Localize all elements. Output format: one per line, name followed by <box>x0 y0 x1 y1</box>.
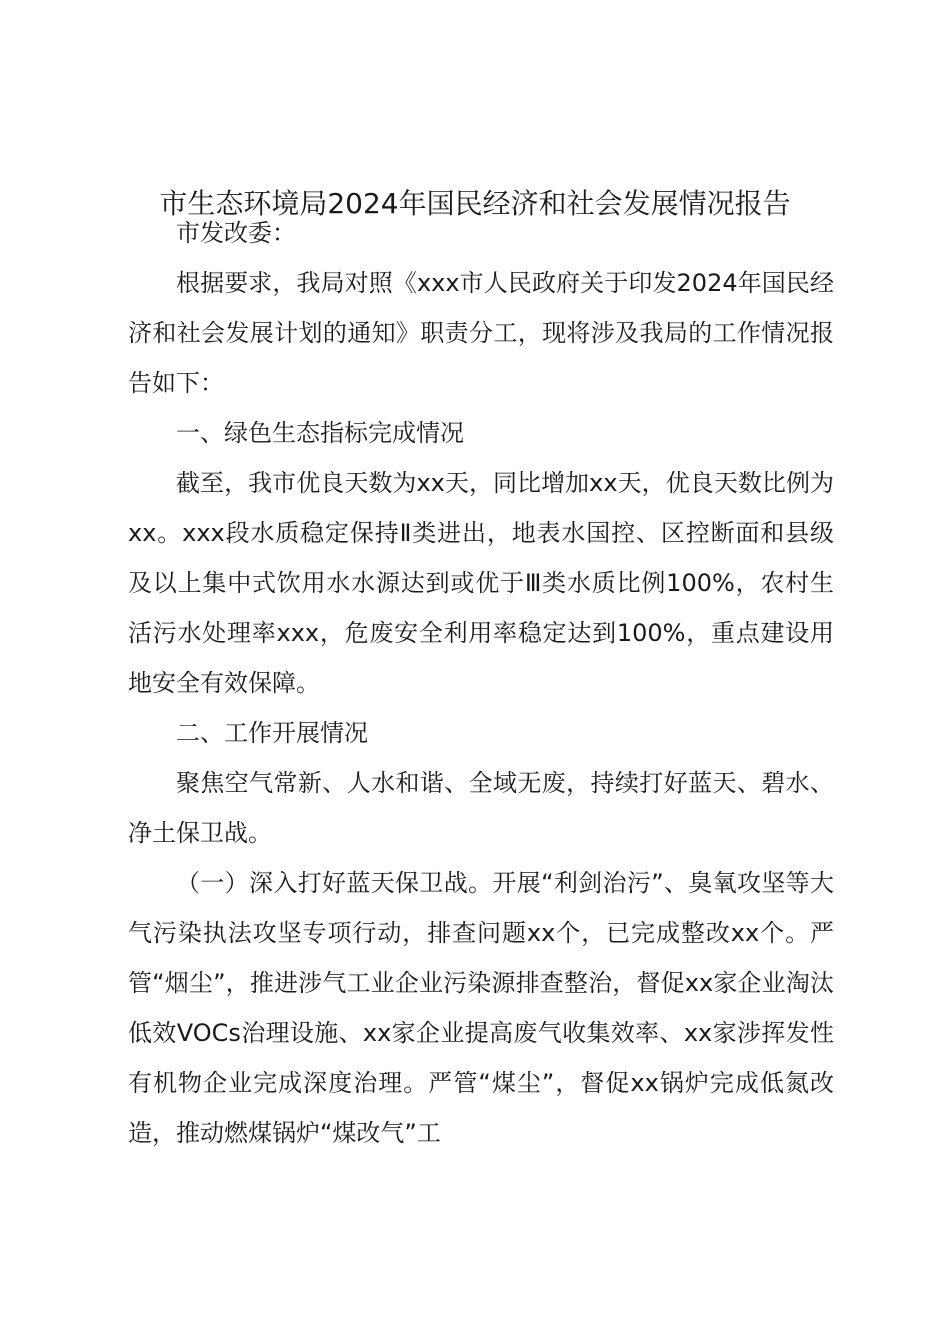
document-body <box>128 208 834 1158</box>
salutation: 市发改委： <box>176 219 296 247</box>
paragraph-intro: 根据要求，我局对照《xxx市人民政府关于印发2024年国民经济和社会发展计划的通知》职责分工，现将涉及我局的工作情况报告如下： <box>128 269 834 397</box>
paragraph-blue-sky: （一）深入打好蓝天保卫战。开展“利剑治污”、臭氧攻坚等大气污染执法攻坚专项行动，排查问题xx个，已完成整改xx个。严管“烟尘”，推进涉气工业企业污染源排查整治，督促xx家企业淘汰低效VOCs治理设施、xx家企业提高废气收集效率、xx家涉挥发性有机物企业完成深度治理。严管“煤尘”，督促xx锅炉完成低氮改造，推动燃煤锅炉“煤改气”工 <box>128 869 834 1147</box>
paragraph-overview: 聚焦空气常新、人水和谐、全域无废，持续打好蓝天、碧水、净土保卫战。 <box>128 769 834 847</box>
section-heading-2: 二、工作开展情况 <box>176 719 368 747</box>
document-title: 市生态环境局2024年国民经济和社会发展情况报告 <box>159 187 791 220</box>
section-heading-1: 一、绿色生态指标完成情况 <box>176 419 464 447</box>
paragraph-indicators: 截至，我市优良天数为xx天，同比增加xx天，优良天数比例为xx。xxx段水质稳定保持Ⅱ类进出，地表水国控、区控断面和县级及以上集中式饮用水水源达到或优于Ⅲ类水质比例100%，农村生活污水处理率xxx，危废安全利用率稳定达到100%，重点建设用地安全有效保障。 <box>128 469 834 697</box>
